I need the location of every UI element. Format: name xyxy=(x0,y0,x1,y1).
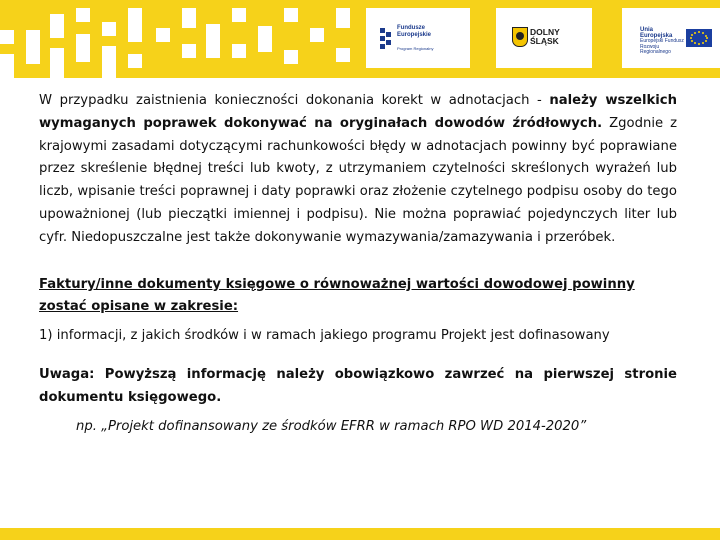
ds-logo-text: DOLNY ŚLĄSK xyxy=(530,27,560,46)
decor-square xyxy=(50,14,64,38)
decor-square xyxy=(50,48,64,78)
decor-square xyxy=(0,30,14,44)
footer-band xyxy=(0,528,720,540)
correction-paragraph xyxy=(39,90,677,250)
decor-square xyxy=(102,22,116,36)
decor-square xyxy=(156,28,170,42)
list-item: 1) informacji, z jakich środków i w ramach jakiego programu Projekt jest dofinasowany xyxy=(39,328,610,344)
unia-europejska-logo xyxy=(622,8,720,68)
para1-rules: Zgodnie z krajowymi zasadami dotyczącymi rachunkowości błędy w adnotacjach powinny być poprawiane przez skreślenie błędnej treści lub kwoty, z utrzymaniem czytelności skreślonych wyrażeń lub liczb, wpisanie treści poprawnej i daty poprawki oraz złożenie czytelnego podpisu osoby do tego upoważnionej (lub pieczątki imiennej i podpisu). Nie można poprawiać pojedynczych liter lub cyfr. Niedopuszczalne jest także dokonywanie wymazywania/zamazywania i przeróbek. xyxy=(39,115,678,245)
decor-square xyxy=(102,46,116,78)
decor-square xyxy=(26,30,40,64)
decor-square xyxy=(76,34,90,62)
decor-square xyxy=(284,50,298,64)
fe-logo-text: Fundusze Europejskie xyxy=(397,25,432,38)
eu-flag-icon xyxy=(686,29,712,47)
example-text: np. „Projekt dofinansowany ze środków EFRR w ramach RPO WD 2014-2020” xyxy=(76,418,587,434)
fe-logo-subtitle: Program Regionalny xyxy=(397,46,434,51)
decor-square xyxy=(258,26,272,52)
decor-square xyxy=(310,28,324,42)
fe-stars-icon xyxy=(380,28,392,52)
decor-square xyxy=(232,44,246,58)
invoice-description-heading: Faktury/inne dokumenty księgowe o równoważnej wartości dowodowej powinny zostać opisane w zakresie: xyxy=(39,276,635,315)
decor-square xyxy=(336,8,350,28)
decor-square xyxy=(0,54,14,78)
dolny-slask-logo xyxy=(496,8,592,68)
decor-square xyxy=(128,54,142,68)
eagle-crest-icon xyxy=(512,27,528,47)
decor-square xyxy=(336,48,350,62)
para1-bold-instruction: należy wszelkich wymaganych poprawek dokonywać na oryginałach dowodów źródłowych. xyxy=(39,93,677,131)
slide-content xyxy=(39,90,677,438)
decor-square xyxy=(284,8,298,22)
decor-square xyxy=(128,8,142,42)
header-band xyxy=(0,0,720,78)
para1-intro: W przypadku zaistnienia konieczności dokonania korekt w adnotacjach - xyxy=(39,93,550,108)
decor-square xyxy=(76,8,90,22)
decor-square xyxy=(206,24,220,58)
fundusze-europejskie-logo xyxy=(366,8,470,68)
decor-square xyxy=(182,8,196,28)
decor-square xyxy=(232,8,246,22)
ue-logo-text: Unia Europejska Europejski Fundusz Rozwoju Regionalnego xyxy=(640,27,684,55)
decor-square xyxy=(182,44,196,58)
note-paragraph: Uwaga: Powyższą informację należy obowiązkowo zawrzeć na pierwszej stronie dokumentu księgowego. xyxy=(39,366,677,405)
